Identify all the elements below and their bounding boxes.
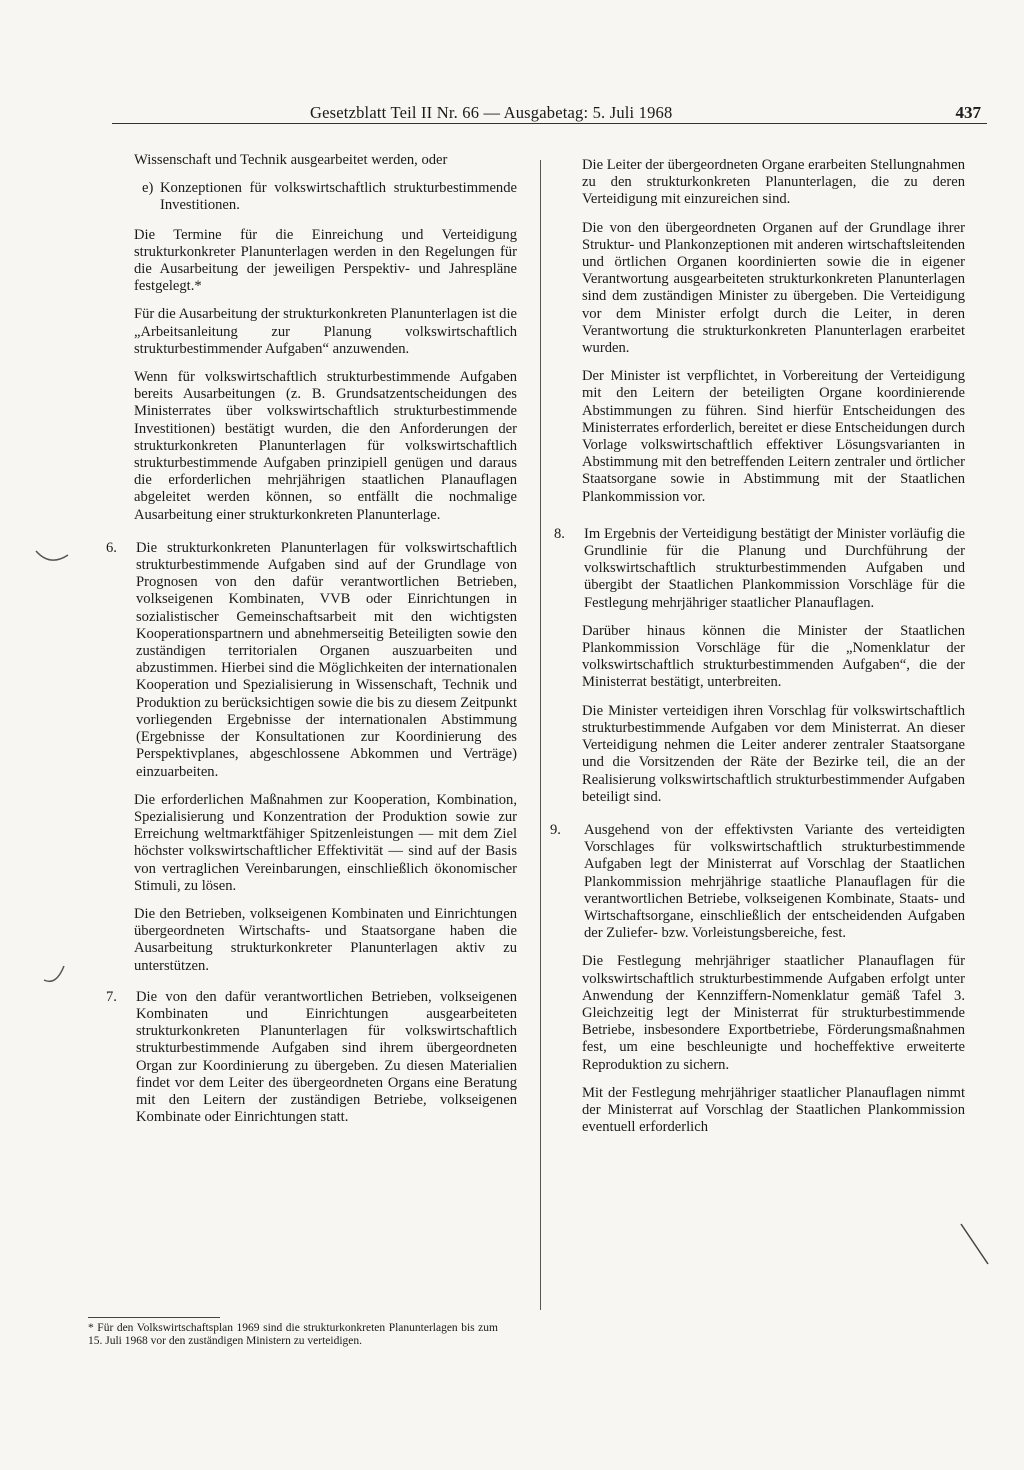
header-title: Gesetzblatt Teil II Nr. 66 — Ausgabetag: 5. Juli 1968 (310, 103, 673, 122)
column-divider (540, 160, 541, 1310)
paragraph: Die den Betrieben, volkseigenen Kombinaten und Einrichtungen übergeordneten Wirtschafts- und Staatsorgane haben die Ausarbeitung strukturkonkreter Planunterlagen aktiv zu unterstützen. (134, 905, 517, 974)
paragraph: Der Minister ist verpflichtet, in Vorbereitung der Verteidigung mit den Leitern der beteiligten Organe koordinierende Abstimmungen zu führen. Sind hierfür Entscheidungen des Ministerrates erforderlich, bereitet er diese Entscheidungen durch Vorlage volkswirtschaftlich effektiver Lösungsvarianten in Abstimmung mit den betreffenden Leitern zentraler und örtlicher Staatsorgane sowie in Abstimmung mit der Staatlichen Plankommission vor. (582, 368, 965, 505)
left-column (106, 152, 518, 1137)
footnote-rule (88, 1317, 220, 1318)
item-number: 7. (106, 988, 117, 1005)
list-item-text: Konzeptionen für volkswirtschaftlich strukturbestimmende Investitionen. (160, 180, 517, 214)
list-item-number: e) (142, 180, 154, 197)
paragraph: Die Termine für die Einreichung und Verteidigung strukturkonkreter Planunterlagen werden in den Regelungen für die Ausarbeitung der jeweiligen Perspektiv- und Jahrespläne festgelegt.* (134, 226, 517, 295)
paragraph: Die von den übergeordneten Organen auf der Grundlage ihrer Struktur- und Plankonzeptionen mit anderen wirtschaftsleitenden und örtlichen Organen koordinierten sowie die in eigener Verantwortung ausgearbeiteten strukturkonkreten Planunterlagen sind dem zuständigen Minister zu übergeben. Die Verteidigung vor dem Minister erfolgt durch die Leiter, in deren Verantwortung die strukturkonkreten Planunterlagen erarbeitet wurden. (582, 219, 965, 357)
page-number: 437 (955, 103, 981, 122)
paragraph: Für die Ausarbeitung der strukturkonkreten Planunterlagen ist die „Arbeitsanleitung zur Planung volkswirtschaftlich strukturbestimmender Aufgaben“ anzuwenden. (134, 306, 518, 357)
right-column (550, 157, 965, 1147)
paragraph: Die Leiter der übergeordneten Organe erarbeiten Stellungnahmen zu den strukturkonkreten Planunterlagen, die zu deren Verteidigung mit einzureichen sind. (582, 157, 965, 208)
paragraph: Wenn für volkswirtschaftlich strukturbestimmende Aufgaben bereits Ausarbeitungen (z. B. Grundsatzentscheidungen des Ministerrates über volkswirtschaftlich strukturbestimmende Investitionen) bestätigt wurden, die den Anforderungen der strukturkonkreten Planunterlagen für volkswirtschaftlich strukturbestimmende Aufgaben prinzipiell genügen und daraus die erforderlichen mehrjährigen staatlichen Planauflagen abgeleitet werden können, so entfällt die nochmalige Ausarbeitung einer strukturkonkreten Planunterlage. (134, 369, 517, 523)
pencil-mark-icon (40, 962, 70, 988)
item-number: 8. (554, 525, 565, 542)
item-number: 6. (106, 539, 117, 556)
pencil-mark-icon (32, 545, 72, 569)
item-text: Die strukturkonkreten Planunterlagen für volkswirtschaftlich strukturbestimmende Aufgaben sind auf der Grundlage von Prognosen von den dafür verantwortlichen Betrieben, volkseigenen Kombinaten, VVB oder Einrichtungen in sozialistischer Gemeinschaftsarbeit mit den wichtigsten Kooperationspartnern und abnehmerseitig Beteiligten sowie den zuständigen territorialen Organen auszuarbeiten und abzustimmen. Hierbei sind die Möglichkeiten der internationalen Kooperation und Spezialisierung in Wissenschaft, Technik und Produktion zu berücksichtigen sowie die bis zu diesem Zeitpunkt vorliegenden Ergebnisse der internationalen Abstimmung (Ergebnisse der Konsultationen zur Koordinierung des Perspektivplanes, abgeschlossene Abkommen und Verträge) einzuarbeiten. (136, 539, 517, 780)
paragraph: Die erforderlichen Maßnahmen zur Kooperation, Kombination, Spezialisierung und Konzentration der Produktion sowie zur Erreichung weltmarktfähiger Spitzenleistungen — mit dem Ziel höchster volkswirtschaftlicher Effektivität — sind auf der Basis von vertraglichen Vereinbarungen, einschließlich ökonomischer Stimuli, zu lösen. (134, 791, 517, 894)
list-item-e (112, 180, 517, 214)
paragraph: Wissenschaft und Technik ausgearbeitet werden, oder (134, 152, 448, 168)
header-rule (112, 123, 987, 124)
item-text: Im Ergebnis der Verteidigung bestätigt der Minister vorläufig die Grundlinie für die Planung und Durchführung der volkswirtschaftlich strukturbestimmenden Aufgaben und übergibt der Staatlichen Plankommission Vorschläge für die Festlegung mehrjähriger staatlicher Planauflagen. (584, 525, 965, 611)
paragraph: Die Minister verteidigen ihren Vorschlag für volkswirtschaftlich strukturbestimmende Aufgaben vor dem Ministerrat. An dieser Verteidigung nehmen die Leiter anderer zentraler Staatsorgane und die Vorsitzenden der Räte der Bezirke teil, die an der Realisierung volkswirtschaftlich strukturbestimmender Aufgaben beteiligt sind. (582, 702, 965, 805)
numbered-item-8 (554, 525, 965, 612)
paragraph: Darüber hinaus können die Minister der Staatlichen Plankommission Vorschläge für die „Nomenklatur der volkswirtschaftlich strukturbestimmenden Aufgaben“, die der Ministerrat bestätigt, unterbreiten. (582, 622, 965, 691)
numbered-item-6 (106, 539, 517, 781)
pencil-mark-icon (958, 1220, 992, 1270)
numbered-item-7 (106, 988, 517, 1127)
paragraph: Mit der Festlegung mehrjähriger staatlicher Planauflagen nimmt der Ministerrat auf Vorschlag der Staatlichen Plankommission eventuell erforderlich (582, 1084, 965, 1136)
item-text: Ausgehend von der effektivsten Variante des verteidigten Vorschlages für volkswirtschaftlich strukturbestimmende Aufgaben legt der Ministerrat auf Vorschlag der Staatlichen Plankommission mehrjährige staatliche Planauflagen für die verantwortlichen Betriebe, volkseigenen Kombinate, Staats- und Wirtschaftsorgane, einschließlich der entscheidenden Aufgaben der Zuliefer- bzw. Vorleistungsbereiche, fest. (584, 821, 965, 942)
item-number: 9. (550, 821, 561, 838)
page-header (112, 95, 987, 125)
footnote: * Für den Volkswirtschaftsplan 1969 sind die strukturkonkreten Planunterlagen bis zum 15. Juli 1968 vor den zuständigen Ministern zu verteidigen. (88, 1322, 498, 1347)
numbered-item-9 (550, 821, 965, 942)
item-text: Die von den dafür verantwortlichen Betrieben, volkseigenen Kombinaten und Einrichtungen ausgearbeiteten strukturkonkreten Planunterlagen für volkswirtschaftlich strukturbestimmende Aufgaben sind ihrem übergeordneten Organ zur Koordinierung zu übergeben. Zu diesen Materialien findet vor dem Leiter des übergeordneten Organs eine Beratung mit den Leitern der zuständigen Betriebe, volkseigenen Kombinate oder Einrichtungen statt. (136, 988, 517, 1126)
paragraph: Die Festlegung mehrjähriger staatlicher Planauflagen für volkswirtschaftlich strukturbestimmende Aufgaben erfolgt unter Anwendung der Kennziffern-Nomenklatur gemäß Tafel 3. Gleichzeitig legt der Ministerrat für strukturbestimmende Betriebe, insbesondere Exportbetriebe, Förderungsmaßnahmen fest, um eine beschleunigte und hocheffektive erweiterte Reproduktion zu sichern. (582, 953, 965, 1073)
